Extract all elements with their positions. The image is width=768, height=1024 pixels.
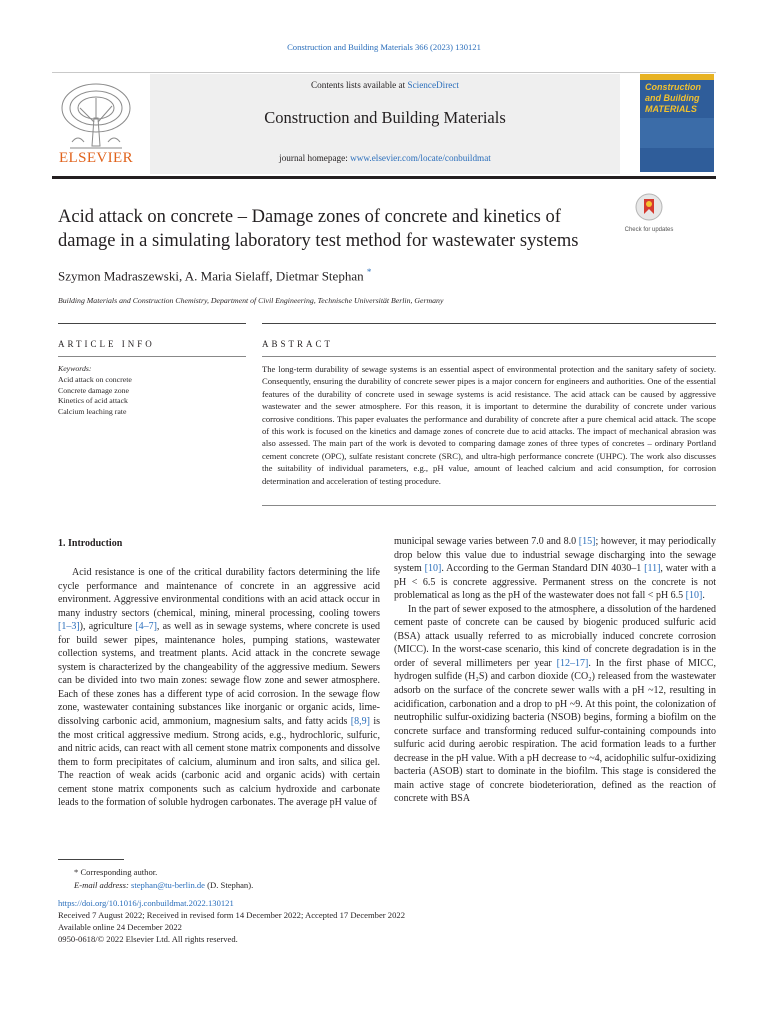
- text-run: ; however, it may periodically drop below this value due to industrial sewage discharging into the sewage system: [394, 536, 716, 575]
- email-suffix: (D. Stephan).: [207, 880, 254, 890]
- corresponding-author-note: * Corresponding author.: [74, 867, 158, 877]
- citation-link[interactable]: [11]: [644, 563, 661, 575]
- check-for-updates-badge[interactable]: [622, 192, 676, 240]
- citation-link[interactable]: [4–7]: [135, 621, 157, 633]
- citation-link[interactable]: [10]: [424, 563, 442, 575]
- copyright: 0950-0618/© 2022 Elsevier Ltd. All rights reserved.: [58, 933, 238, 944]
- abstract-rule: [262, 356, 716, 357]
- keyword: Concrete damage zone: [58, 385, 130, 395]
- author-name[interactable]: Szymon Madraszewski: [58, 268, 179, 284]
- author-name[interactable]: Dietmar Stephan: [275, 268, 364, 284]
- text-run: Acid resistance is one of the critical durability factors determining the life cycle performance and maintenance of concrete in an aggressive acid environment. Aggressive environmental conditions with an acid attack occur in many industry sectors (chemical, mining, mineral processing, cooling towers: [58, 567, 380, 619]
- text-run: is the most critical aggressive medium. Strong acids, e.g., hydrochloric, sulfuric, and nitric acids, can react with all cement stone matrix components and dissolve them to form precipitates of calcium, aluminum and iron salts, and silica gel. The reaction of weak acids (carbonic acid and organic acids) with certain cement stone matrix components such as calcium hydroxide and carbonate leads to the formation of soluble hydrogen carbonates. The average pH value of: [58, 716, 380, 809]
- citation-link[interactable]: [8,9]: [350, 716, 370, 728]
- affiliation: Building Materials and Construction Chemistry, Department of Civil Engineering, Technische Universität Berlin, Germany: [58, 296, 444, 305]
- contents-prefix: Contents lists available at: [311, 80, 406, 90]
- homepage-line: [150, 153, 620, 163]
- abstract-heading: ABSTRACT: [262, 339, 334, 349]
- footnotes: [58, 866, 253, 892]
- email-link[interactable]: stephan@tu-berlin.de: [130, 880, 206, 890]
- text-run: .: [702, 590, 705, 602]
- keyword: Calcium leaching rate: [58, 406, 127, 416]
- introduction-paragraph-continued: [394, 535, 716, 603]
- article-info-rule: [58, 356, 246, 357]
- text-run: , water with a pH < 6.5 is concrete aggressive. Permanent stress on the concrete is not problematical as long as the pH of the wastewater does not fall < pH 6.5: [394, 563, 716, 602]
- text-run: In the part of sewer exposed to the atmosphere, a dissolution of the hardened cement paste of concrete can be caused by biogenic produced sulfuric acid (BSA) attack usually referred to as microbially induced concrete corrosion (MICC). In the worst-case scenario, this kind of concrete degradation is in the order of several millimeters per year: [394, 603, 716, 669]
- author-list: Szymon Madraszewski, A. Maria Sielaff, Dietmar Stephan *: [58, 267, 372, 284]
- citation-link[interactable]: [12–17]: [556, 657, 589, 669]
- article-title: Acid attack on concrete – Damage zones of concrete and kinetics of damage in a simulating laboratory test method for wastewater systems: [58, 207, 579, 251]
- crossmark-label: Check for updates: [624, 227, 674, 233]
- journal-reference[interactable]: Construction and Building Materials 366 (2023) 130121: [287, 42, 481, 52]
- abstract-bottom-rule: [262, 505, 716, 506]
- article-info-heading: ARTICLE INFO: [58, 339, 155, 349]
- citation-link[interactable]: [10]: [685, 590, 703, 602]
- text-run: . In the first phase of MICC, hydrogen sulfide (H₂S) and carbon dioxide (CO₂) released from the wastewater adsorb on the surface of the concrete sewer walls with a pH ~12, resulting in acidification, carbonation and a drop to pH ~9. At this point, the colonization of neutrophilic sulfur-oxidizing bacteria (NSOB) begins, forming a biofilm on the concrete surface and transforming reduced sulfur-containing compounds into sulfuric acid during aerobic respiration. The acid formation leads to a further decrease in the pH value. With a pH decrease to ~4, acidophilic sulfur-oxidizing bacteria (ASOB) start to dominate in the biofilm. This stage is considered the main active stage of concrete biodeterioration, defined as the reaction of concrete with BSA: [394, 657, 716, 805]
- header-divider: [52, 176, 716, 179]
- text-run: municipal sewage varies between 7.0 and 8.0: [394, 536, 579, 547]
- abstract-text: The long-term durability of sewage systems is an essential aspect of environmental protection and the sanitary safety of society. Consequently, ensuring the durability of concrete sewer pipes is a major concern for engineers and authorities. One of the essential features of the durability of concrete used in sewage systems is acid resistance. The acid attack can be caused by aggressive wastewater and the sewer atmosphere. For this reason, it is important to determine the durability of concrete under various corrosive conditions. This paper evaluates the performance and durability of concrete after a pure chemical acid attack. The scope of this work is focused on the kinetics and damage zones of concrete due to acid attacks. The impact of mechanical abrasion was also assessed. The main part of the work is devoted to comparing damage zones of three types of concretes – ordinary Portland cement concrete (OPC), sulfate resistant concrete (SRC), and ultra-high performance concrete (UHPC). The work also discusses the suitability of individual parameters, e.g., pH value, amount of leached calcium and acid consumption, for corrosion determination and acceleration of testing procedure.: [262, 364, 716, 486]
- homepage-link[interactable]: www.elsevier.com/locate/conbuildmat: [350, 153, 491, 163]
- citation-link[interactable]: [1–3]: [58, 621, 80, 633]
- introduction-paragraph-1: [58, 566, 380, 810]
- top-divider: [52, 72, 716, 73]
- online-date: Available online 24 December 2022: [58, 921, 182, 932]
- citation-link[interactable]: [15]: [578, 536, 596, 547]
- text-run: , as well as in sewage systems, where concrete is used for build sewer pipes, maintenance holes, pumping stations, wastewater collection systems, and treatment plants. Acid attack in the concrete sewage system is characterized by the changeability of the aggressive medium. Sewers can be divided into two main zones: sewage flow zone and sewer atmosphere. Each of these zones has a different type of acid corrosion. In the sewage flow zone, wastewater containing substances like inorganic or organic acids, lime-dissolving carbonic acid, ammonium, magnesium salts, and fatty acids: [58, 621, 381, 728]
- publication-info: [58, 898, 405, 946]
- doi-link[interactable]: https://doi.org/10.1016/j.conbuildmat.2022.130121: [58, 898, 234, 908]
- contents-line: [150, 80, 620, 90]
- keyword-list: [58, 375, 132, 417]
- text-run: . According to the German Standard DIN 4030–1: [441, 563, 645, 575]
- abstract-top-rule: [262, 323, 716, 324]
- text-run: ), agriculture: [79, 621, 136, 633]
- cover-title: Construction and Building MATERIALS: [645, 82, 701, 114]
- email-label: E-mail address:: [74, 880, 129, 890]
- footnote-rule: [58, 859, 124, 860]
- crossmark-icon: [634, 192, 664, 222]
- publisher-name: ELSEVIER: [58, 150, 134, 166]
- cover-band: [640, 118, 714, 148]
- sciencedirect-link[interactable]: ScienceDirect: [407, 80, 459, 90]
- section-heading-introduction: 1. Introduction: [58, 538, 123, 549]
- homepage-prefix: journal homepage:: [279, 153, 348, 163]
- keyword: Kinetics of acid attack: [58, 396, 128, 406]
- received-dates: Received 7 August 2022; Received in revised form 14 December 2022; Accepted 17 December 2022: [58, 909, 405, 920]
- journal-title: Construction and Building Materials: [264, 108, 506, 127]
- keyword: Acid attack on concrete: [58, 375, 132, 384]
- article-info-top-rule: [58, 323, 246, 324]
- author-name[interactable]: A. Maria Sielaff: [184, 268, 270, 284]
- introduction-paragraph-2: [394, 603, 716, 806]
- cover-top-strip: [640, 74, 714, 80]
- email-line: [58, 879, 253, 892]
- corresponding-author-mark[interactable]: *: [366, 267, 372, 277]
- keywords-label: Keywords:: [58, 364, 92, 373]
- body-column-right: [394, 535, 716, 806]
